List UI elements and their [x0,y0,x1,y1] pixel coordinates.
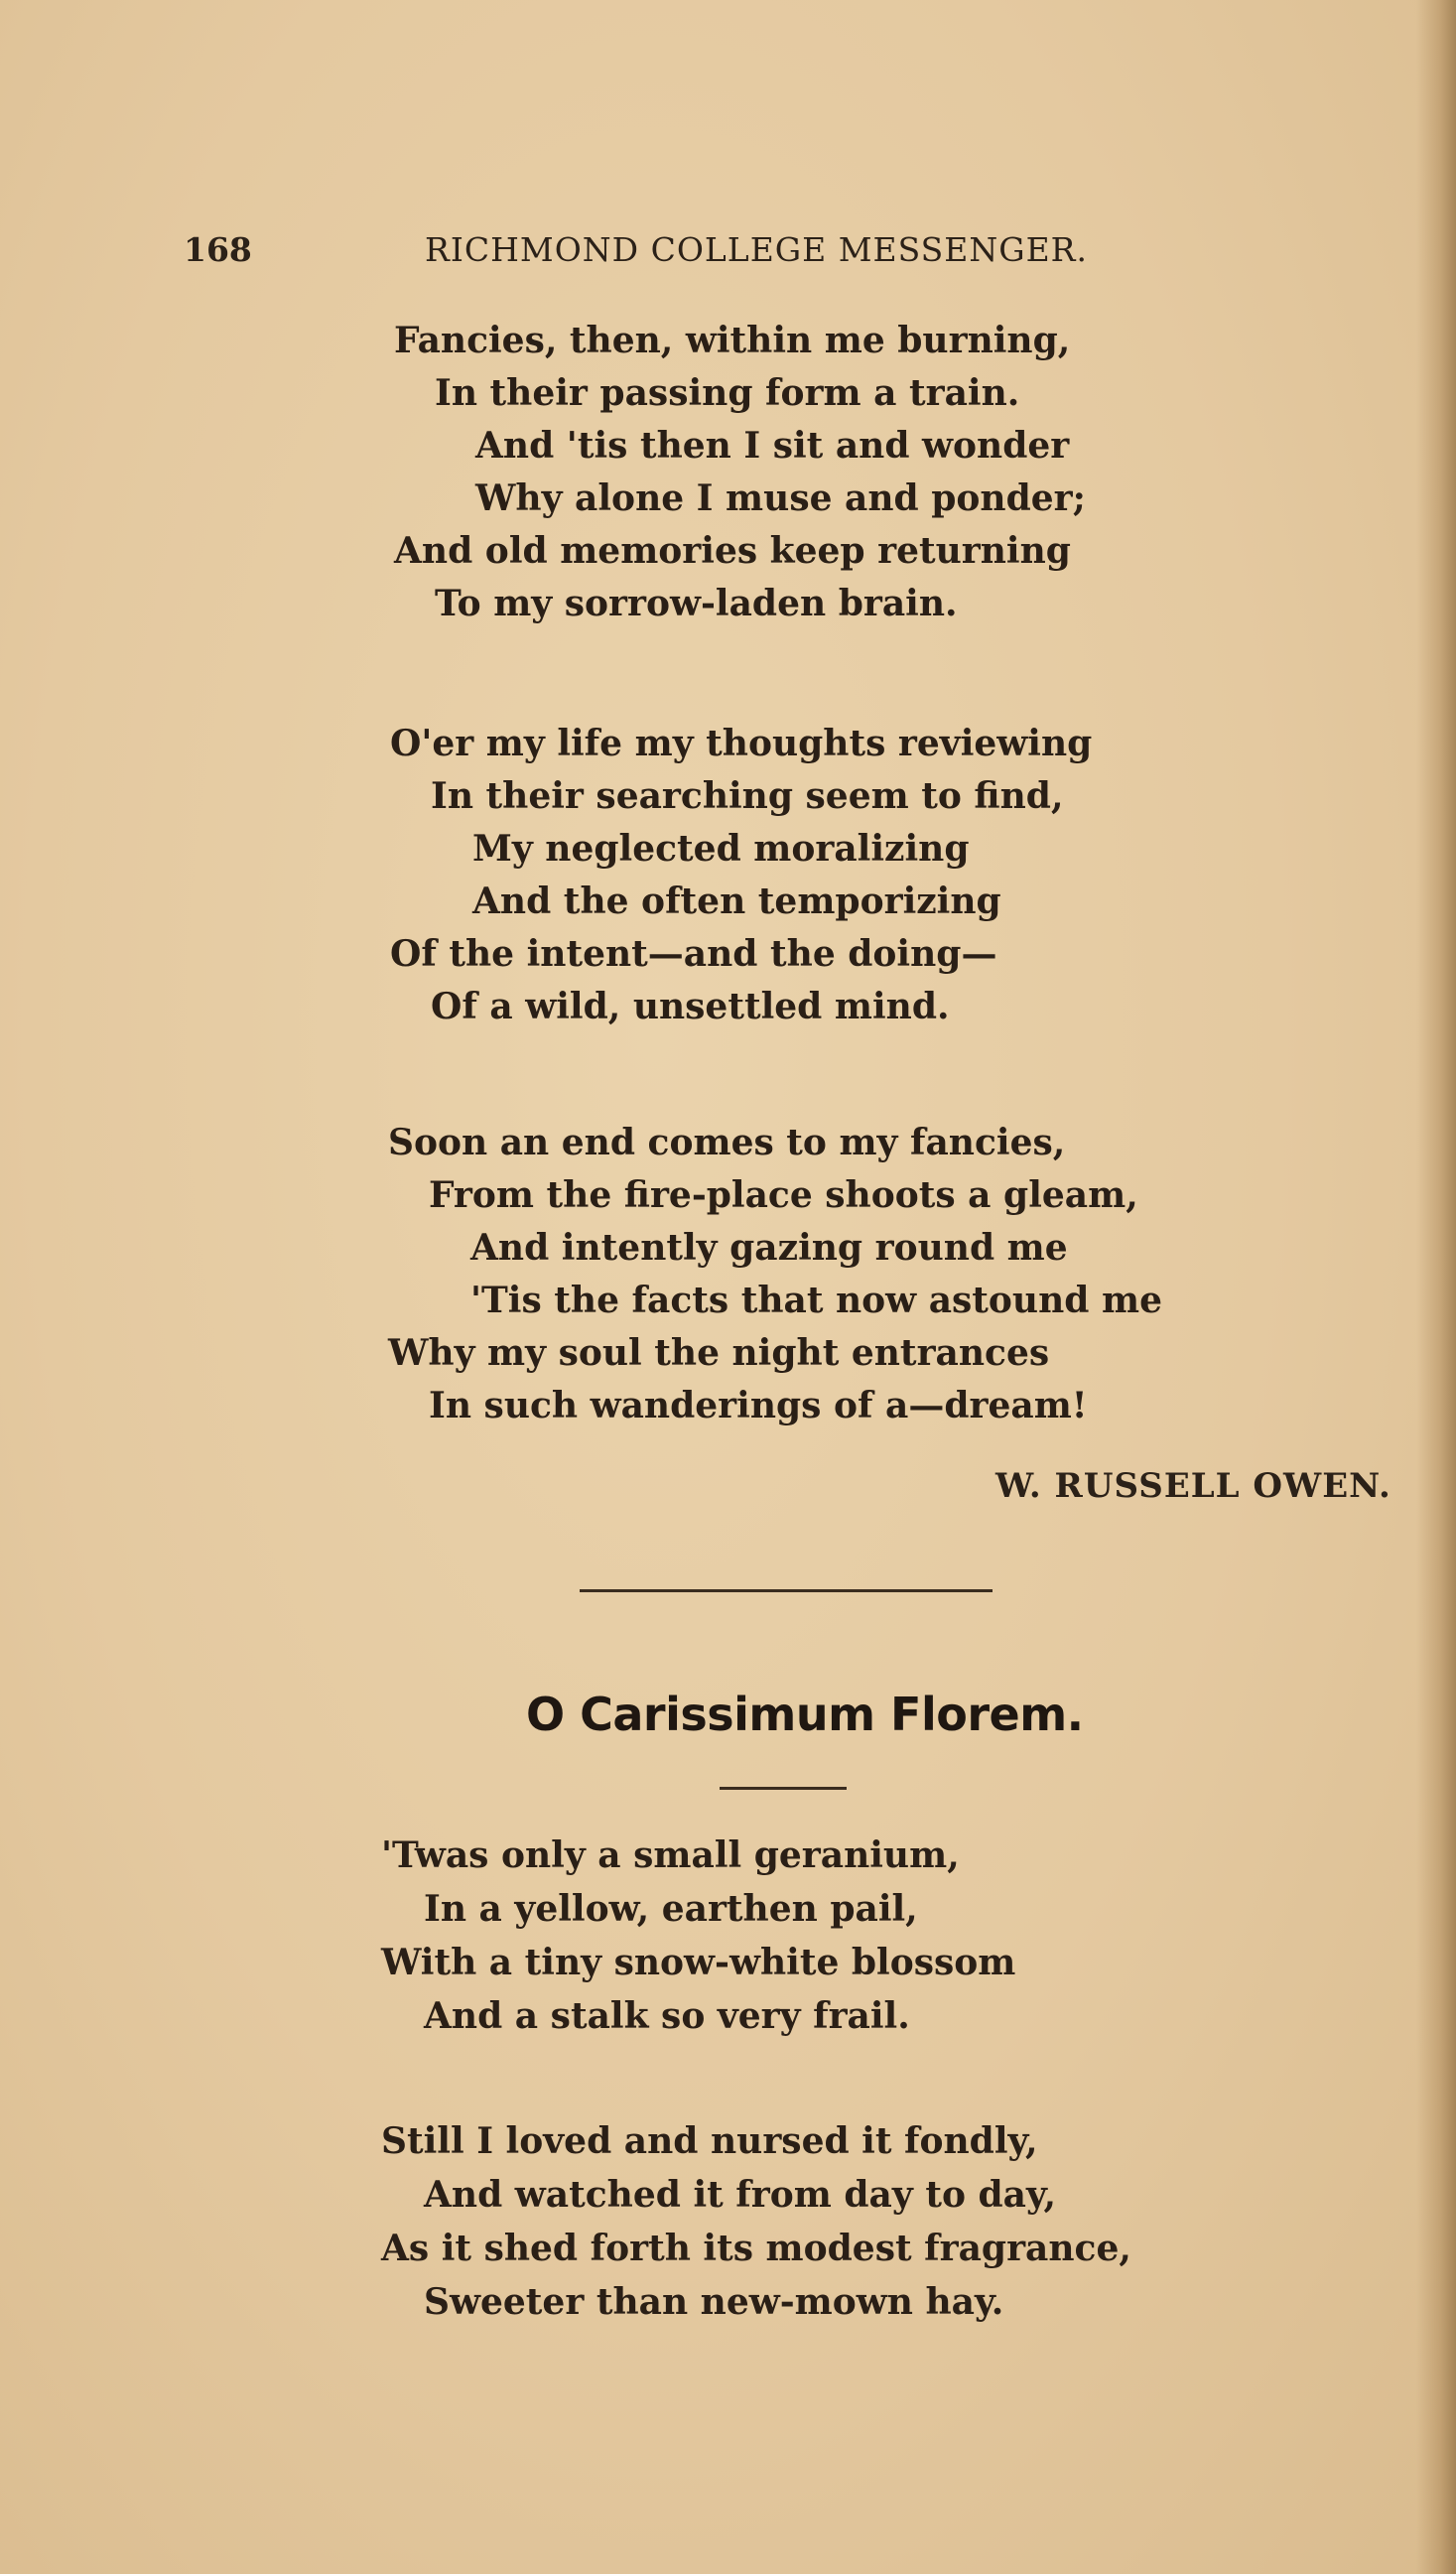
poem-line: To my sorrow-laden brain. [435,583,958,624]
poem-line: Sweeter than new-mown hay. [424,2281,1004,2323]
poem-line: As it shed forth its modest fragrance, [381,2228,1131,2269]
poem-title: O Carissimum Florem. [526,1688,1084,1741]
title-underline [720,1787,847,1790]
poem-line: Still I loved and nursed it fondly, [381,2120,1038,2162]
poem-line: Soon an end comes to my fancies, [388,1122,1066,1163]
poem-line: And 'tis then I sit and wonder [475,425,1070,467]
poem-line: Why my soul the night entrances [388,1332,1050,1374]
page-edge-shadow [1416,0,1456,2574]
poem-line: 'Twas only a small geranium, [381,1834,960,1876]
poem-line: In a yellow, earthen pail, [424,1888,918,1930]
poem-line: And intently gazing round me [470,1227,1068,1269]
poem-line: Of the intent—and the doing— [390,933,997,975]
running-head [184,230,1146,280]
poem-line: In their searching seem to find, [431,775,1064,817]
poem-line: And the often temporizing [472,881,1001,922]
journal-title: RICHMOND COLLEGE MESSENGER. [425,230,1089,269]
poem-line: And old memories keep returning [394,530,1071,572]
poem-line: Fancies, then, within me burning, [394,320,1071,361]
poem-line: And a stalk so very frail. [424,1995,910,2037]
poem-line: In their passing form a train. [435,372,1020,414]
section-divider [580,1589,993,1592]
poem-line: From the fire-place shoots a gleam, [429,1174,1138,1216]
poem-line: Of a wild, unsettled mind. [431,986,950,1027]
poem-line: In such wanderings of a—dream! [429,1385,1088,1426]
poem-line: My neglected moralizing [472,828,970,870]
author-signature: W. RUSSELL OWEN. [995,1466,1391,1506]
poem-line: And watched it from day to day, [424,2174,1057,2216]
poem-line: O'er my life my thoughts reviewing [390,723,1093,764]
poem-line: With a tiny snow-white blossom [381,1942,1016,1983]
page-number: 168 [184,230,252,269]
poem-line: 'Tis the facts that now astound me [470,1280,1162,1321]
poem-line: Why alone I muse and ponder; [475,477,1086,519]
